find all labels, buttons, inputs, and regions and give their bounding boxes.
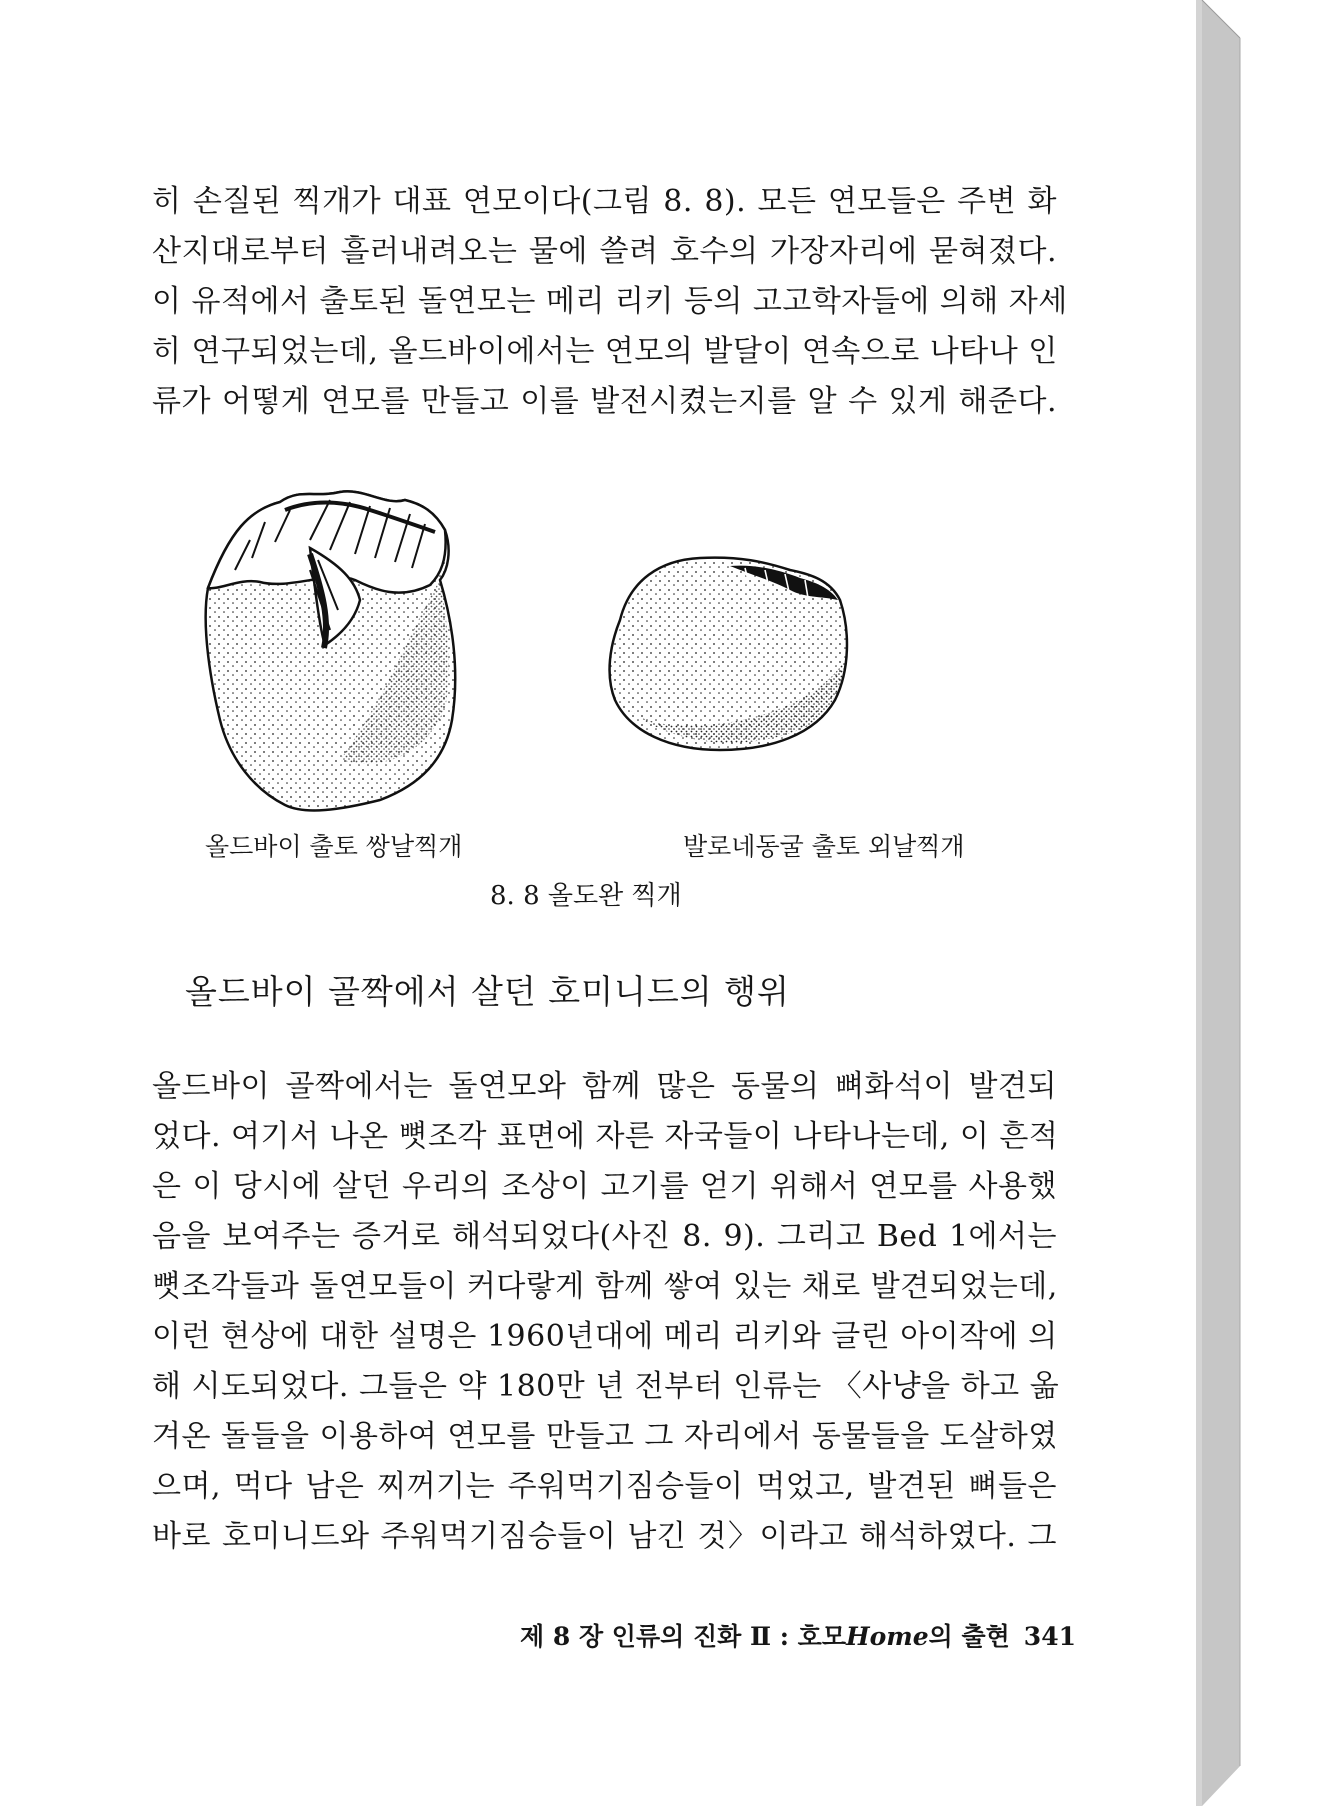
page-edge-3d [1196,0,1246,1806]
paragraph-2 [152,1062,1060,1562]
footer-home: Home [845,1622,929,1651]
page-number: 341 [1023,1622,1076,1651]
section-heading: 올드바이 골짝에서 살던 호미니드의 행위 [185,972,790,1011]
text-line: 었다. 여기서 나온 뼛조각 표면에 자른 자국들이 나타나는데, 이 흔적 [152,1119,1059,1154]
text-line: 으며, 먹다 남은 찌꺼기는 주워먹기짐승들이 먹었고, 발견된 뼈들은 [152,1469,1057,1504]
text-line: 히 손질된 찍개가 대표 연모이다(그림 8. 8). 모든 연모들은 주변 화 [152,184,1057,219]
text-line: 음을 보여주는 증거로 해석되었다(사진 8. 9). 그리고 Bed 1에서는 [152,1219,1057,1254]
footer-chapter: 제 8 장 인류의 진화 Ⅱ : 호모 [520,1622,846,1651]
running-footer [520,1617,1076,1653]
text-line: 겨온 돌들을 이용하여 연모를 만들고 그 자리에서 동물들을 도살하였 [152,1419,1058,1454]
figure-8-8 [190,470,990,830]
bifacial-chopper-drawing [206,491,456,810]
figure-title: 8. 8 올도완 찍개 [490,881,682,911]
figure-caption-left: 올드바이 출토 쌍날찍개 [205,832,463,861]
footer-suffix: 의 출현 [928,1622,1010,1651]
unifacial-chopper-drawing [610,558,847,750]
text-line: 산지대로부터 흘러내려오는 물에 쓸려 호수의 가장자리에 묻혀졌다. [152,234,1057,269]
text-line: 바로 호미니드와 주워먹기짐승들이 남긴 것〉이라고 해석하였다. 그 [152,1519,1057,1554]
text-line: 뼛조각들과 돌연모들이 커다랗게 함께 쌓여 있는 채로 발견되었는데, [152,1269,1058,1304]
text-line: 히 연구되었는데, 올드바이에서는 연모의 발달이 연속으로 나타나 인 [152,334,1058,369]
text-line: 해 시도되었다. 그들은 약 180만 년 전부터 인류는 〈사냥을 하고 옮 [152,1369,1060,1404]
text-line: 올드바이 골짝에서는 돌연모와 함께 많은 동물의 뼈화석이 발견되 [152,1069,1057,1104]
text-line: 은 이 당시에 살던 우리의 조상이 고기를 얻기 위해서 연모를 사용했 [152,1169,1057,1204]
text-line: 류가 어떻게 연모를 만들고 이를 발전시켰는지를 알 수 있게 해준다. [152,384,1057,419]
chopper-illustrations [190,470,990,830]
paragraph-1 [152,177,1068,427]
text-line: 이 유적에서 출토된 돌연모는 메리 리키 등의 고고학자들에 의해 자세 [152,284,1068,319]
figure-caption-right: 발로네동굴 출토 외날찍개 [683,832,965,861]
text-line: 이런 현상에 대한 설명은 1960년대에 메리 리키와 글린 아이작에 의 [152,1319,1058,1354]
